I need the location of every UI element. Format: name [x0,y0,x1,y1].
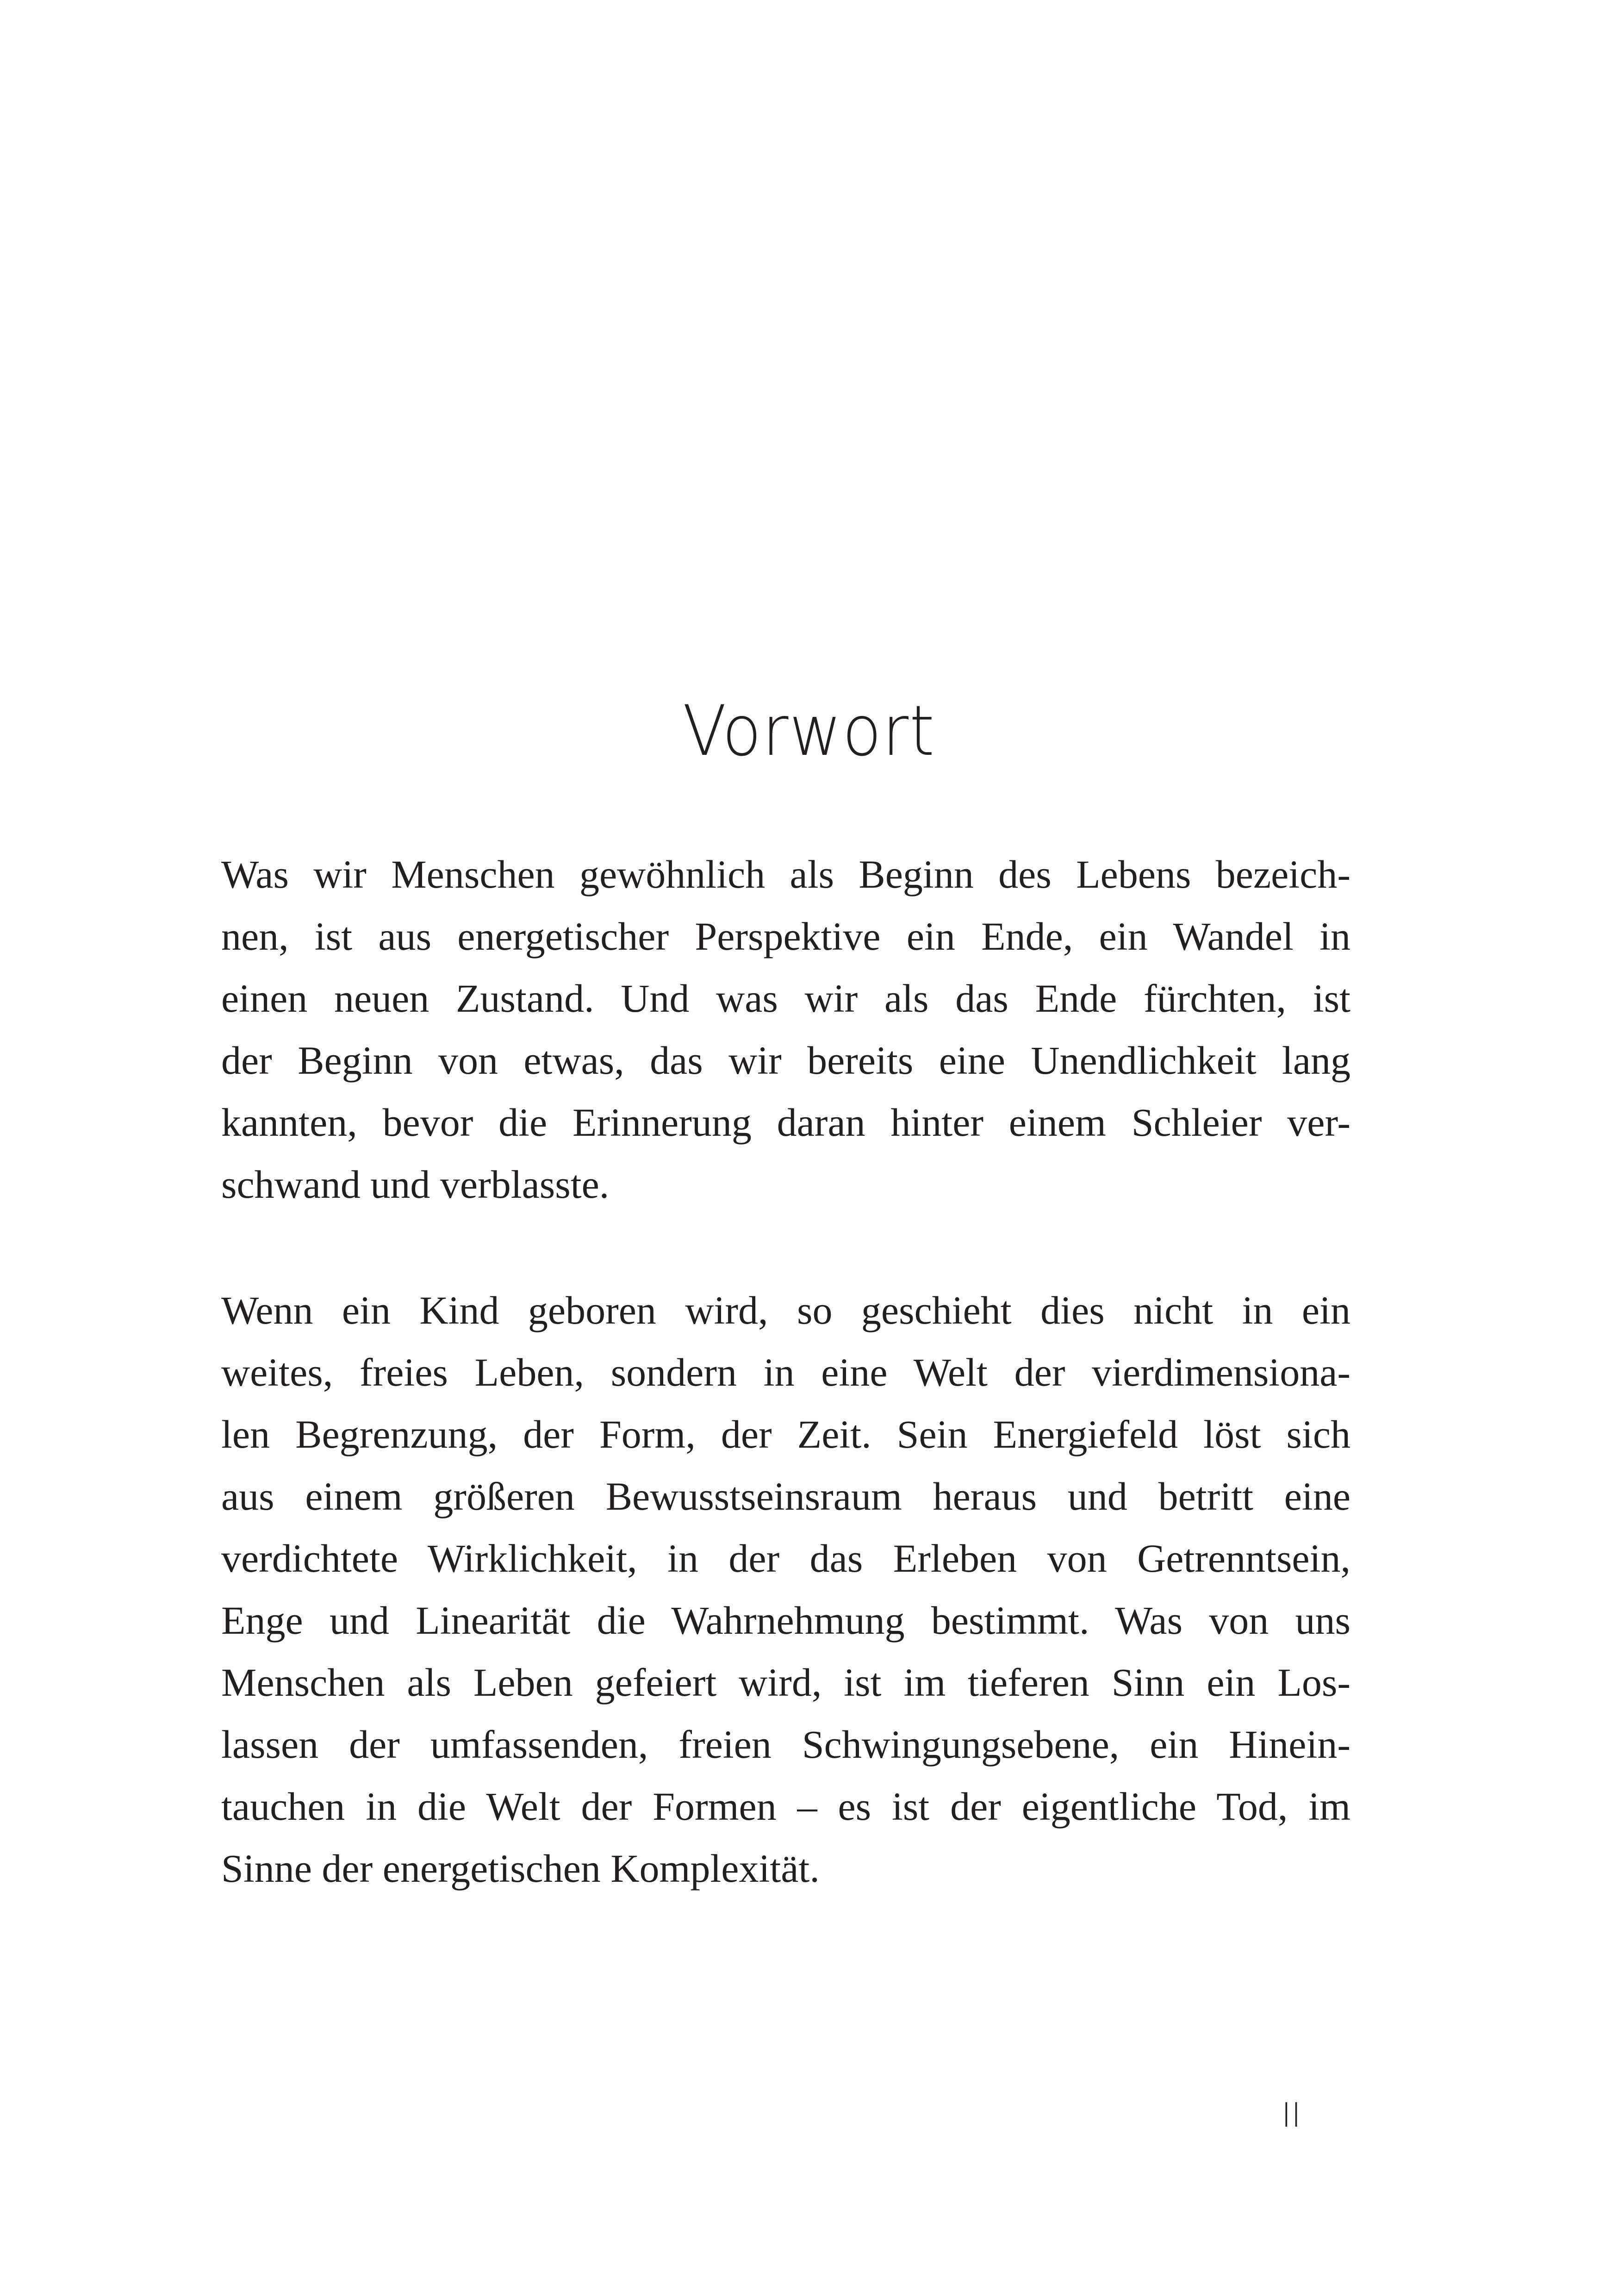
text-line: einen neuen Zustand. Und was wir als das Ende fürchten, ist [221,976,1350,1020]
text-line: Enge und Linearität die Wahrnehmung bestimmt. Was von uns [221,1598,1350,1643]
text-line: verdichtete Wirklichkeit, in der das Erleben von Getrenntsein, [221,1536,1350,1580]
paragraph-1 [221,843,1350,1215]
text-line: schwand und verblasste. [221,1162,610,1207]
text-line: Menschen als Leben gefeiert wird, ist im tieferen Sinn ein Los- [221,1660,1350,1705]
text-line: weites, freies Leben, sondern in eine Welt der vierdimensiona- [221,1350,1350,1394]
text-line: nen, ist aus energetischer Perspektive ein Ende, ein Wandel in [221,914,1350,958]
paragraph-2 [221,1279,1350,1899]
text-line: aus einem größeren Bewusstseinsraum heraus und betritt eine [221,1474,1350,1518]
text-line: lassen der umfassenden, freien Schwingungsebene, ein Hinein- [221,1722,1350,1767]
text-line: len Begrenzung, der Form, der Zeit. Sein Energiefeld löst sich [221,1412,1350,1456]
text-line: tauchen in die Welt der Formen – es ist der eigentliche Tod, im [221,1784,1350,1829]
text-line: Wenn ein Kind geboren wird, so geschieht dies nicht in ein [221,1288,1350,1332]
text-line: Sinne der energetischen Komplexität. [221,1846,820,1891]
chapter-title: Vorwort [683,691,935,772]
page-number: II [1281,2096,1301,2134]
text-line: der Beginn von etwas, das wir bereits eine Unendlichkeit lang [221,1038,1350,1083]
text-line: Was wir Menschen gewöhnlich als Beginn des Lebens bezeich- [221,852,1350,896]
text-line: kannten, bevor die Erinnerung daran hinter einem Schleier ver- [221,1100,1350,1145]
